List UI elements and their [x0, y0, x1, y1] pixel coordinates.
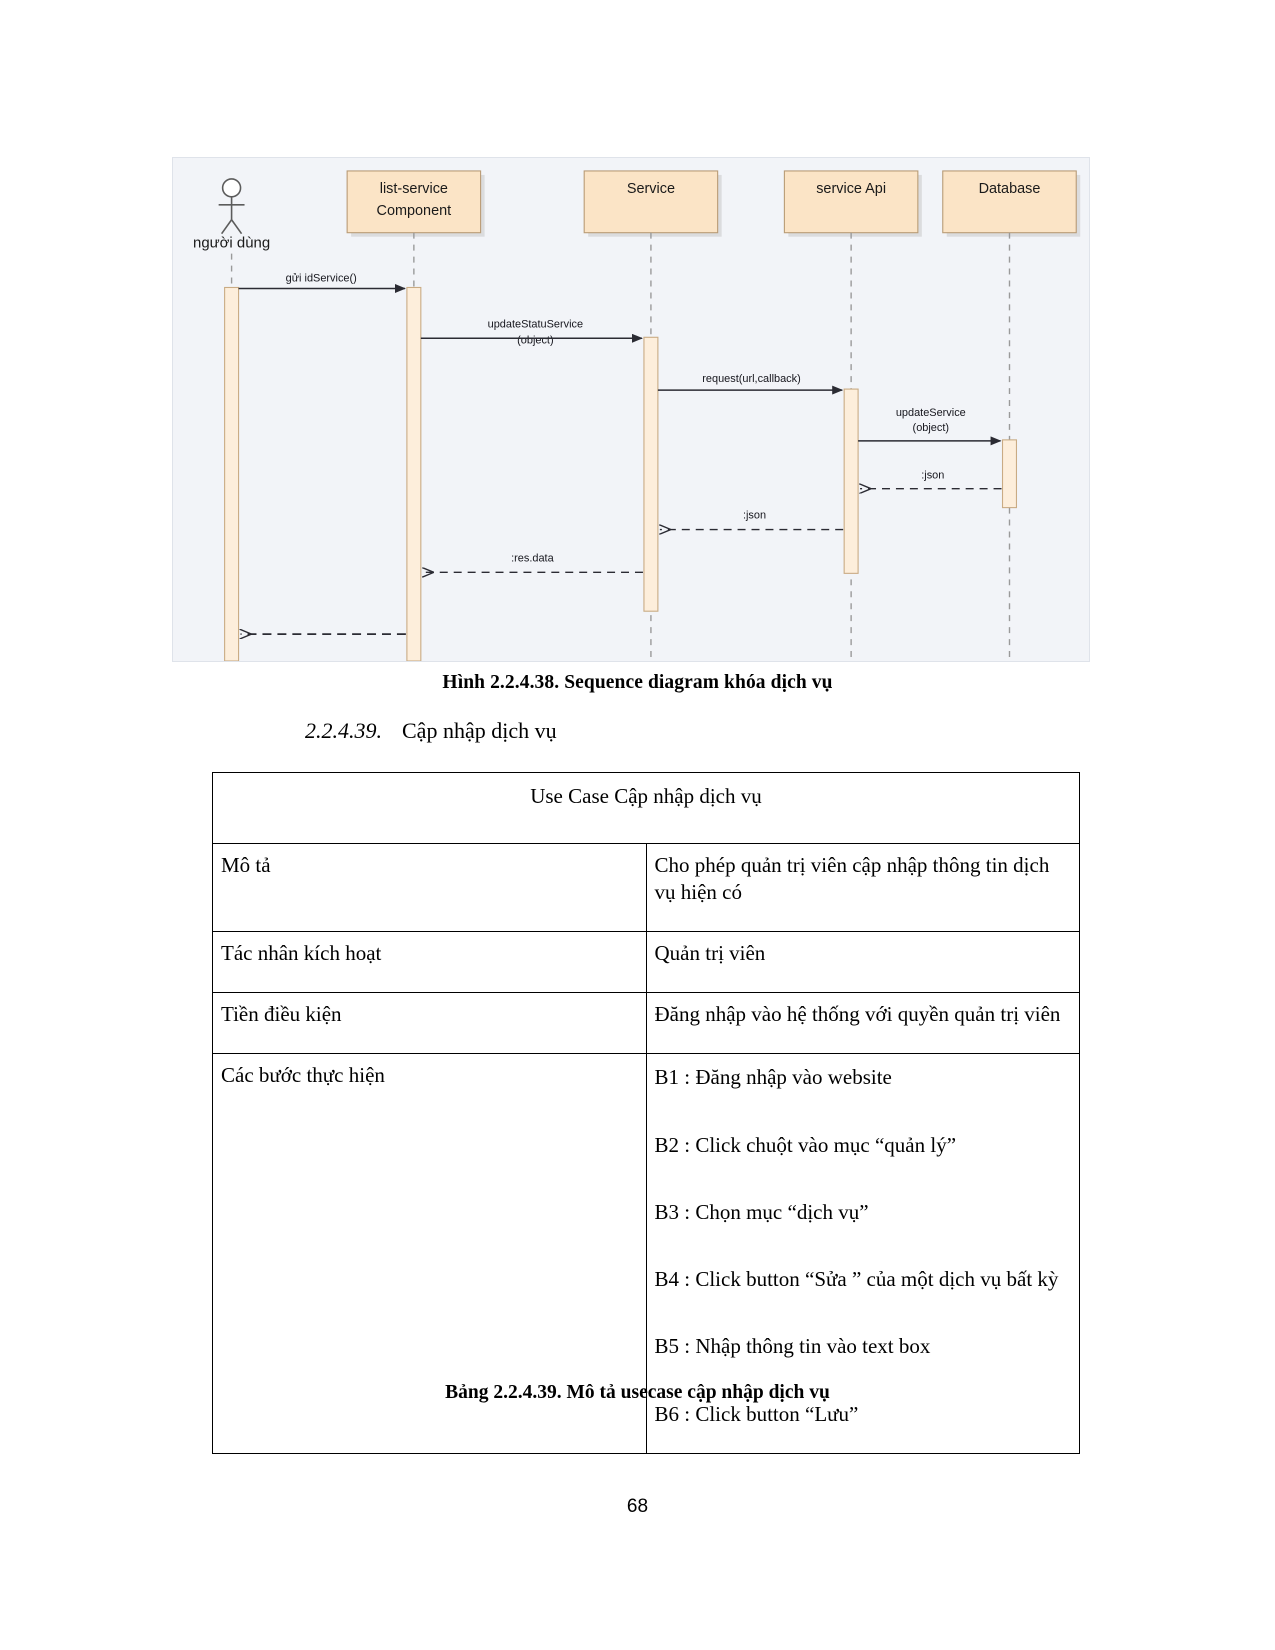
step-item: B1 : Đăng nhập vào website [654, 1065, 892, 1090]
row-value-tac-nhan: Quản trị viên [646, 931, 1080, 992]
table-row [213, 931, 1080, 992]
section-title: Cập nhập dịch vụ [402, 718, 557, 743]
activation-list-service [407, 287, 421, 661]
row-label-tien-dieu-kien: Tiền điều kiện [213, 993, 647, 1054]
row-label-mo-ta: Mô tả [213, 844, 647, 932]
activation-actor [225, 287, 239, 661]
participant-label-line1: list-service [379, 180, 448, 197]
step-item: B3 : Chọn mục “dịch vụ” [654, 1199, 869, 1224]
message-label-line1: request(url,callback) [702, 373, 801, 386]
message-json-db-to-api [860, 470, 1001, 489]
figure-caption: Hình 2.2.4.38. Sequence diagram khóa dịch vụ [442, 672, 833, 693]
usecase-title-cell: Use Case Cập nhập dịch vụ [213, 773, 1080, 844]
message-label-line1: :json [921, 469, 945, 482]
actor-leg-left-icon [222, 220, 232, 234]
participant-database [943, 171, 1080, 237]
message-updatestatuservice [421, 318, 642, 346]
table-caption: Bảng 2.2.4.39. Mô tả usecase cập nhập dịch vụ [445, 1382, 830, 1403]
table-row [213, 844, 1080, 932]
participant-label-line2: Component [376, 202, 452, 219]
message-label-line2: (object) [517, 334, 554, 347]
message-updateservice [858, 407, 1000, 441]
message-request [658, 373, 842, 390]
sequence-diagram-canvas [173, 158, 1089, 661]
message-label-line1: updateStatuService [487, 318, 584, 331]
participant-list-service [347, 171, 484, 237]
row-label-cac-buoc: Các bước thực hiện [213, 1054, 647, 1454]
message-label-line1: :res.data [511, 552, 554, 565]
participant-label-line1: Service [626, 180, 675, 197]
row-value-mo-ta: Cho phép quản trị viên cập nhập thông tin dịch vụ hiện có [646, 844, 1080, 932]
section-number: 2.2.4.39. [305, 718, 382, 743]
sequence-diagram-figure [172, 157, 1090, 662]
step-item: B4 : Click button “Sửa ” của một dịch vụ bất kỳ [654, 1267, 1059, 1291]
participant-label-line1: service Api [816, 180, 887, 197]
usecase-table [212, 772, 1080, 1454]
page-number: 68 [626, 1496, 649, 1517]
table-row [213, 993, 1080, 1054]
participant-label-line1: Database [978, 180, 1041, 197]
participant-service [584, 171, 721, 237]
actor-leg-right-icon [232, 220, 242, 234]
activation-service-api [844, 389, 858, 573]
message-label-line2: (object) [912, 421, 950, 434]
row-label-tac-nhan: Tác nhân kích hoạt [213, 931, 647, 992]
step-item: B5 : Nhập thông tin vào text box [654, 1334, 931, 1359]
message-label-line1: :json [742, 509, 767, 522]
message-gui-idservice [239, 273, 405, 289]
section-heading [305, 718, 557, 744]
message-label-line1: gửi idService() [285, 272, 357, 285]
activation-service [644, 337, 658, 611]
row-value-tien-dieu-kien: Đăng nhập vào hệ thống với quyền quản trị viên [646, 993, 1080, 1054]
participant-service-api [784, 171, 921, 237]
activation-database [1003, 440, 1017, 508]
message-json-api-to-service [660, 510, 843, 530]
table-row-title [213, 773, 1080, 844]
step-item: B6 : Click button “Lưu” [654, 1401, 859, 1426]
actor-nguoi-dung [193, 179, 270, 252]
actor-head-icon [223, 179, 241, 197]
actor-label: người dùng [193, 234, 271, 252]
step-item: B2 : Click chuột vào mục “quản lý” [654, 1132, 957, 1157]
message-resdata [423, 552, 643, 572]
message-label-line1: updateService [895, 406, 966, 419]
